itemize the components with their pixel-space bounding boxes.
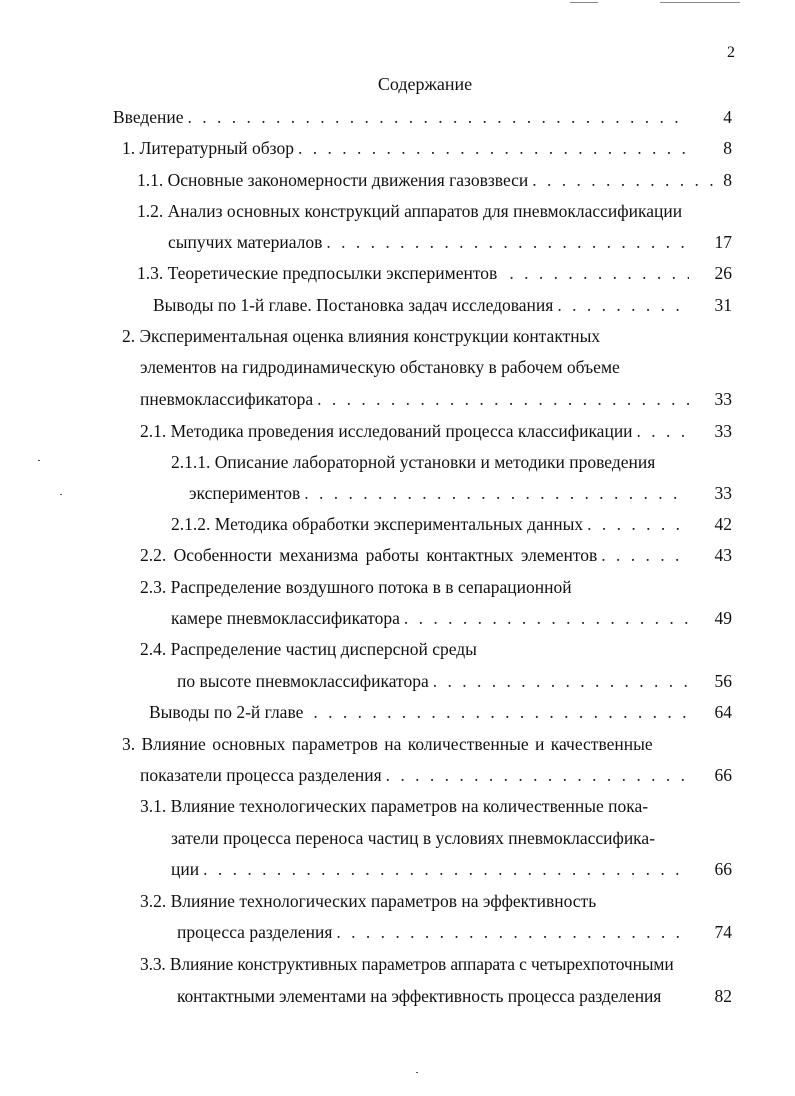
- toc-page-number: 4: [723, 107, 732, 127]
- toc-entry-text: камере пневмоклассификатора: [171, 608, 400, 628]
- toc-entry-text: показатели процесса разделения: [140, 765, 382, 785]
- toc-page-number: 66: [714, 765, 732, 785]
- toc-page-number: 8: [723, 138, 732, 158]
- toc-entry-text: 2.2. Особенности механизма работы контактных элементов: [140, 545, 598, 565]
- toc-leader-dots: [313, 700, 689, 724]
- toc-entry-text: 3.3. Влияние конструктивных параметров аппарата с четырехпоточными: [140, 954, 674, 974]
- toc-entry-text: Выводы по 1-й главе. Постановка задач исследования: [153, 295, 554, 315]
- toc-entry: [177, 920, 693, 944]
- toc-leader-dots: [601, 543, 689, 567]
- toc-entry: [189, 481, 693, 505]
- toc-entry-text: пневмоклассификатора: [140, 389, 314, 409]
- toc-entry: [122, 136, 693, 160]
- toc-leader-dots: [404, 606, 689, 630]
- toc-page-number: 64: [714, 702, 732, 722]
- toc-entry-text: Введение: [113, 107, 184, 127]
- toc-entry-text: сыпучих материалов: [168, 232, 323, 252]
- scan-speck: [60, 494, 62, 495]
- toc-page-number: 56: [714, 671, 732, 691]
- toc-entry: [140, 419, 696, 443]
- toc-entry: [140, 387, 693, 411]
- toc-page-number: 33: [714, 389, 732, 409]
- toc-page-number: 66: [714, 859, 732, 879]
- toc-leader-dots: [509, 261, 689, 285]
- toc-page-number: 33: [714, 483, 732, 503]
- toc-page-number: 33: [714, 421, 732, 441]
- toc-entry-text: 3.1. Влияние технологических параметров на количественные пока-: [140, 796, 649, 816]
- toc-leader-dots: [317, 387, 689, 411]
- toc-entry-text: контактными элементами на эффективность процесса разделения: [177, 986, 662, 1006]
- scan-artifact-line: [570, 2, 598, 3]
- toc-entry: [149, 700, 693, 724]
- toc-entry-text: 2.3. Распределение воздушного потока в в сепарационной: [140, 577, 572, 597]
- toc-leader-dots: [203, 857, 689, 881]
- toc-entry-text: 3.2. Влияние технологических параметров на эффективность: [140, 891, 597, 911]
- toc-page-number: 43: [714, 545, 732, 565]
- toc-entry: [140, 763, 693, 787]
- toc-page-number: 42: [714, 514, 732, 534]
- toc-entry-text: 3. Влияние основных параметров на количественные и качественные: [122, 734, 653, 754]
- toc-entry: [171, 512, 683, 536]
- toc-entry: [153, 293, 693, 317]
- toc-entry: [140, 543, 693, 567]
- toc-entry-text: 2. Экспериментальная оценка влияния конструкции контактных: [122, 326, 601, 346]
- toc-entry-text: экспериментов: [189, 483, 301, 503]
- toc-entry: [177, 669, 693, 693]
- toc-leader-dots: [326, 230, 689, 254]
- toc-entry-text: 2.4. Распределение частиц дисперсной среды: [140, 639, 477, 659]
- toc-entry-text: ции: [171, 859, 200, 879]
- page-number: 2: [727, 44, 735, 61]
- toc-page-number: 74: [714, 922, 732, 942]
- toc-entry: [137, 261, 693, 285]
- toc-entry: [137, 168, 719, 192]
- toc-page-number: 8: [723, 170, 732, 190]
- toc-entry: [168, 230, 693, 254]
- toc-entry-text: 1.1. Основные закономерности движения газовзвеси: [137, 170, 529, 190]
- toc-leader-dots: [532, 168, 715, 192]
- toc-leader-dots: [637, 419, 692, 443]
- toc-entry: [171, 606, 693, 630]
- toc-page-number: 17: [714, 232, 732, 252]
- scan-speck: [38, 460, 40, 461]
- toc-entry-text: 2.1. Методика проведения исследований процесса классификации: [140, 421, 633, 441]
- toc-entry: [113, 105, 693, 129]
- toc-entry-text: 1. Литературный обзор: [122, 138, 294, 158]
- toc-leader-dots: [304, 481, 689, 505]
- toc-page-number: 49: [714, 608, 732, 628]
- toc-leader-dots: [336, 920, 689, 944]
- toc-entry-text: затели процесса переноса частиц в условиях пневмоклассифика-: [171, 828, 656, 848]
- toc-entry-text: 1.2. Анализ основных конструкций аппаратов для пневмоклассификации: [137, 201, 683, 221]
- toc-leader-dots: [298, 136, 689, 160]
- toc-entry-text: элементов на гидродинамическую обстановку в рабочем объеме: [140, 357, 620, 377]
- toc-entry-text: 2.1.2. Методика обработки экспериментальных данных: [171, 514, 584, 534]
- scan-artifact-line: [660, 2, 740, 3]
- toc-entry-text: по высоте пневмоклассификатора: [177, 671, 429, 691]
- toc-leader-dots: [587, 512, 679, 536]
- toc-entry-text: 1.3. Теоретические предпосылки экспериментов: [137, 263, 498, 283]
- toc-leader-dots: [557, 293, 689, 317]
- toc-leader-dots: [386, 763, 689, 787]
- toc-entry: [171, 857, 693, 881]
- toc-page-number: 31: [714, 295, 732, 315]
- toc-leader-dots: [433, 669, 689, 693]
- toc-entry-text: процесса разделения: [177, 922, 333, 942]
- toc-page-number: 26: [714, 263, 732, 283]
- toc-leader-dots: [188, 105, 689, 129]
- toc-entry-text: 2.1.1. Описание лабораторной установки и методики проведения: [171, 452, 656, 472]
- toc-entry-text: Выводы по 2-й главе: [149, 702, 304, 722]
- scan-speck: [416, 1072, 418, 1073]
- page-title: Содержание: [377, 74, 473, 94]
- toc-page-number: 82: [714, 986, 732, 1006]
